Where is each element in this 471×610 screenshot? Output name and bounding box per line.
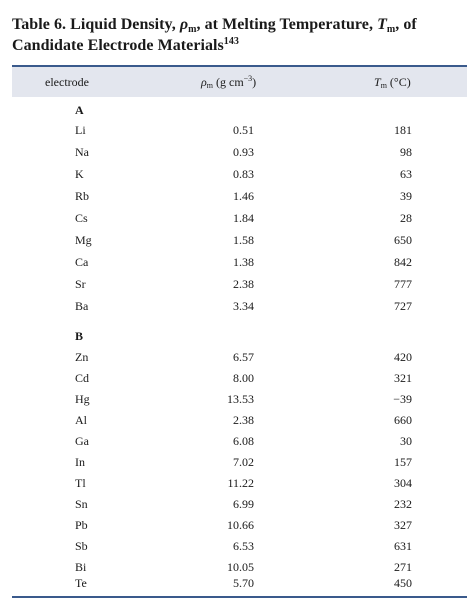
- cell-electrode: Bi: [75, 560, 87, 574]
- cell-melting-temperature: 30: [400, 434, 412, 448]
- density-unit: (g cm: [213, 75, 244, 89]
- cell-electrode: Te: [75, 576, 87, 590]
- cell-density: 6.57: [233, 350, 254, 364]
- cell-electrode: Al: [75, 413, 87, 427]
- cell-electrode: Sn: [75, 497, 88, 511]
- cell-electrode: Sr: [75, 277, 86, 291]
- cell-density: 2.38: [233, 413, 254, 427]
- cell-melting-temperature: 157: [394, 455, 412, 469]
- table-row: [0, 255, 471, 277]
- table-row: [0, 413, 471, 435]
- cell-density: 10.05: [227, 560, 254, 574]
- column-header-melting-temperature: [374, 75, 411, 89]
- cell-melting-temperature: 39: [400, 189, 412, 203]
- density-symbol: ρ: [201, 75, 207, 89]
- cell-melting-temperature: 327: [394, 518, 412, 532]
- temperature-symbol: T: [374, 75, 381, 89]
- cell-electrode: Ga: [75, 434, 89, 448]
- table-row: [0, 576, 471, 598]
- table-row: [0, 392, 471, 414]
- table-row: [0, 497, 471, 519]
- cell-electrode: Cd: [75, 371, 90, 385]
- cell-electrode: Ca: [75, 255, 89, 269]
- caption-t-symbol: T: [377, 16, 387, 33]
- cell-melting-temperature: 660: [394, 413, 412, 427]
- cell-density: 1.58: [233, 233, 254, 247]
- cell-melting-temperature: 420: [394, 350, 412, 364]
- cell-melting-temperature: 631: [394, 539, 412, 553]
- cell-density: 13.53: [227, 392, 254, 406]
- cell-density: 0.93: [233, 145, 254, 159]
- cell-electrode: Tl: [75, 476, 86, 490]
- table-row: [0, 167, 471, 189]
- table-row: [0, 539, 471, 561]
- table-row: [0, 455, 471, 477]
- cell-density: 5.70: [233, 576, 254, 590]
- cell-electrode: Hg: [75, 392, 90, 406]
- cell-density: 6.99: [233, 497, 254, 511]
- caption-text-part: Table 6. Liquid Density,: [12, 16, 180, 33]
- cell-electrode: Ba: [75, 299, 89, 313]
- table-row: [0, 189, 471, 211]
- cell-density: 6.08: [233, 434, 254, 448]
- table-row: [0, 434, 471, 456]
- table-row: [0, 299, 471, 321]
- table-caption: [12, 14, 464, 56]
- cell-melting-temperature: 181: [394, 123, 412, 137]
- cell-electrode: K: [75, 167, 84, 181]
- cell-electrode: Zn: [75, 350, 89, 364]
- table-row: [0, 371, 471, 393]
- table-row: [0, 233, 471, 255]
- caption-t-subscript: m: [386, 24, 396, 35]
- cell-electrode: Pb: [75, 518, 88, 532]
- table-bottom-rule: [12, 596, 467, 598]
- cell-melting-temperature: 321: [394, 371, 412, 385]
- caption-reference: 143: [223, 36, 239, 47]
- cell-melting-temperature: 842: [394, 255, 412, 269]
- cell-density: 2.38: [233, 277, 254, 291]
- table-row: [0, 211, 471, 233]
- cell-electrode: Mg: [75, 233, 92, 247]
- cell-density: 10.66: [227, 518, 254, 532]
- cell-electrode: Rb: [75, 189, 90, 203]
- cell-melting-temperature: 63: [400, 167, 412, 181]
- cell-density: 6.53: [233, 539, 254, 553]
- cell-melting-temperature: 727: [394, 299, 412, 313]
- cell-melting-temperature: 98: [400, 145, 412, 159]
- table-row: [0, 518, 471, 540]
- cell-electrode: In: [75, 455, 85, 469]
- cell-electrode: Li: [75, 123, 86, 137]
- temperature-subscript: m: [380, 81, 387, 90]
- cell-density: 1.84: [233, 211, 254, 225]
- cell-density: 0.83: [233, 167, 254, 181]
- cell-melting-temperature: 650: [394, 233, 412, 247]
- cell-electrode: Sb: [75, 539, 88, 553]
- density-unit-exponent: −3: [243, 74, 253, 83]
- table-row: [0, 277, 471, 299]
- cell-melting-temperature: 232: [394, 497, 412, 511]
- cell-density: 8.00: [233, 371, 254, 385]
- cell-melting-temperature: 28: [400, 211, 412, 225]
- cell-density: 7.02: [233, 455, 254, 469]
- cell-melting-temperature: 271: [394, 560, 412, 574]
- cell-density: 1.46: [233, 189, 254, 203]
- cell-density: 3.34: [233, 299, 254, 313]
- cell-melting-temperature: 450: [394, 576, 412, 590]
- density-unit-close: ): [252, 75, 257, 89]
- cell-melting-temperature: 304: [394, 476, 412, 490]
- temperature-unit: (°C): [386, 75, 411, 89]
- caption-rho-subscript: m: [188, 24, 197, 35]
- cell-melting-temperature: 777: [394, 277, 412, 291]
- column-header-density: [201, 75, 256, 89]
- column-header-electrode: [45, 75, 89, 89]
- section-label-a: A: [75, 103, 84, 117]
- table-row: [0, 350, 471, 372]
- density-subscript: m: [206, 81, 213, 90]
- table-row: [0, 476, 471, 498]
- cell-melting-temperature: −39: [393, 392, 412, 406]
- section-label-b: B: [75, 329, 84, 343]
- caption-rho-symbol: ρ: [179, 16, 189, 33]
- cell-density: 0.51: [233, 123, 254, 137]
- table-row: [0, 145, 471, 167]
- cell-density: 1.38: [233, 255, 254, 269]
- column-header-label: electrode: [45, 75, 89, 89]
- caption-text-part: , of Candidate Electrode Materials: [12, 16, 417, 54]
- cell-density: 11.22: [227, 476, 254, 490]
- caption-text-part: , at Melting Temperature,: [196, 16, 378, 33]
- table-row: [0, 123, 471, 145]
- cell-electrode: Cs: [75, 211, 88, 225]
- cell-electrode: Na: [75, 145, 89, 159]
